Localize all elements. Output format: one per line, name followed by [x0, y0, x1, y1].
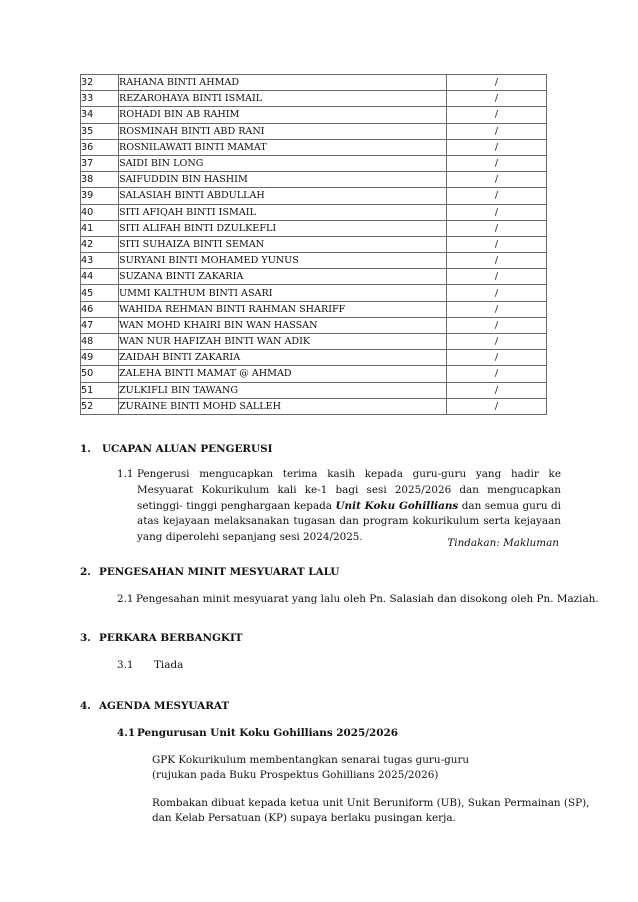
teacher-name: REZAROHAYA BINTI ISMAIL [119, 91, 447, 107]
item-1-1-text-b: dan semua guru di atas kejayaan melaksanakan tugasan dan program kokurikulum serta kejayaan yang diperolehi sepanjang sesi 2024/2025. [137, 499, 561, 544]
teacher-name: WAHIDA REHMAN BINTI RAHMAN SHARIFF [119, 301, 447, 317]
table-row [81, 75, 547, 91]
teacher-name: SITI ALIFAH BINTI DZULKEFLI [119, 220, 447, 236]
action-note: Tindakan: Makluman [447, 537, 559, 549]
attendance-mark: / [447, 107, 547, 123]
teacher-name: ROHADI BIN AB RAHIM [119, 107, 447, 123]
table-row [81, 188, 547, 204]
attendance-mark: / [447, 334, 547, 350]
table-row [81, 334, 547, 350]
attendance-mark: / [447, 382, 547, 398]
table-row [81, 155, 547, 171]
row-number: 48 [81, 334, 119, 350]
section-4-number: 4. [80, 700, 91, 712]
item-1-1-text-a: Pengerusi mengucapkan terima kasih kepada guru-guru yang hadir ke Mesyuarat Kokurikulum kali ke-1 bagi sesi 2025/2026 dan mengucapkan setinggi- tinggi penghargaan kepada [137, 468, 561, 512]
teacher-name: SITI SUHAIZA BINTI SEMAN [119, 236, 447, 252]
teacher-name: UMMI KALTHUM BINTI ASARI [119, 285, 447, 301]
attendance-mark: / [447, 123, 547, 139]
teacher-name: RAHANA BINTI AHMAD [119, 75, 447, 91]
table-row [81, 220, 547, 236]
section-3-number: 3. [80, 632, 91, 644]
row-number: 44 [81, 269, 119, 285]
attendance-mark: / [447, 350, 547, 366]
table-row [81, 107, 547, 123]
subsection-4-1-title: Pengurusan Unit Koku Gohillians 2025/2026 [137, 727, 398, 739]
attendance-mark: / [447, 75, 547, 91]
item-2-1-text: Pengesahan minit mesyuarat yang lalu oleh Pn. Salasiah dan disokong oleh Pn. Maziah. [136, 593, 599, 605]
table-row [81, 204, 547, 220]
table-row [81, 91, 547, 107]
attendance-mark: / [447, 301, 547, 317]
row-number: 36 [81, 139, 119, 155]
attendance-mark: / [447, 317, 547, 333]
unit-name: Unit Koku Gohillians [335, 499, 459, 512]
table-row [81, 139, 547, 155]
row-number: 37 [81, 155, 119, 171]
teacher-name: SURYANI BINTI MOHAMED YUNUS [119, 253, 447, 269]
row-number: 45 [81, 285, 119, 301]
table-row [81, 285, 547, 301]
row-number: 40 [81, 204, 119, 220]
item-3-1-text: Tiada [154, 659, 184, 671]
item-1-1-number: 1.1 [117, 468, 134, 480]
table-row [81, 253, 547, 269]
table-row [81, 350, 547, 366]
row-number: 32 [81, 75, 119, 91]
table-row [81, 172, 547, 188]
table-row [81, 382, 547, 398]
teacher-name: ZALEHA BINTI MAMAT @ AHMAD [119, 366, 447, 382]
agenda-p2-line2: dan Kelab Persatuan (KP) supaya berlaku pusingan kerja. [152, 812, 456, 824]
table-row [81, 366, 547, 382]
row-number: 41 [81, 220, 119, 236]
teacher-name: SALASIAH BINTI ABDULLAH [119, 188, 447, 204]
row-number: 51 [81, 382, 119, 398]
row-number: 42 [81, 236, 119, 252]
table-row [81, 301, 547, 317]
teacher-name: WAN NUR HAFIZAH BINTI WAN ADIK [119, 334, 447, 350]
agenda-p1-line2: (rujukan pada Buku Prospektus Gohillians 2025/2026) [152, 769, 439, 781]
table-row [81, 398, 547, 414]
row-number: 46 [81, 301, 119, 317]
subsection-4-1-number: 4.1 [117, 727, 136, 739]
row-number: 39 [81, 188, 119, 204]
row-number: 52 [81, 398, 119, 414]
section-2-number: 2. [80, 566, 91, 578]
attendance-mark: / [447, 285, 547, 301]
table-row [81, 269, 547, 285]
attendance-mark: / [447, 91, 547, 107]
section-2-title: PENGESAHAN MINIT MESYUARAT LALU [99, 566, 340, 578]
table-row [81, 236, 547, 252]
row-number: 50 [81, 366, 119, 382]
attendance-mark: / [447, 398, 547, 414]
attendance-mark: / [447, 188, 547, 204]
row-number: 43 [81, 253, 119, 269]
attendance-mark: / [447, 236, 547, 252]
teacher-name: ZURAINE BINTI MOHD SALLEH [119, 398, 447, 414]
section-1-title: UCAPAN ALUAN PENGERUSI [102, 443, 273, 455]
attendance-mark: / [447, 204, 547, 220]
teacher-name: SUZANA BINTI ZAKARIA [119, 269, 447, 285]
attendance-mark: / [447, 253, 547, 269]
section-4-title: AGENDA MESYUARAT [99, 700, 230, 712]
table-row [81, 123, 547, 139]
attendance-table [80, 74, 547, 415]
agenda-p1-line1: GPK Kokurikulum membentangkan senarai tugas guru-guru [152, 754, 470, 766]
section-1-number: 1. [80, 443, 91, 455]
attendance-mark: / [447, 269, 547, 285]
table-row [81, 317, 547, 333]
item-1-1-text [137, 467, 561, 546]
attendance-mark: / [447, 220, 547, 236]
teacher-name: ZAIDAH BINTI ZAKARIA [119, 350, 447, 366]
teacher-name: SAIDI BIN LONG [119, 155, 447, 171]
teacher-name: WAN MOHD KHAIRI BIN WAN HASSAN [119, 317, 447, 333]
row-number: 47 [81, 317, 119, 333]
teacher-name: ROSNILAWATI BINTI MAMAT [119, 139, 447, 155]
row-number: 49 [81, 350, 119, 366]
attendance-mark: / [447, 139, 547, 155]
section-3-title: PERKARA BERBANGKIT [99, 632, 243, 644]
teacher-name: ZULKIFLI BIN TAWANG [119, 382, 447, 398]
teacher-name: SAIFUDDIN BIN HASHIM [119, 172, 447, 188]
item-3-1-number: 3.1 [117, 659, 134, 671]
row-number: 34 [81, 107, 119, 123]
attendance-mark: / [447, 155, 547, 171]
row-number: 35 [81, 123, 119, 139]
attendance-mark: / [447, 366, 547, 382]
attendance-mark: / [447, 172, 547, 188]
item-2-1-number: 2.1 [117, 593, 134, 605]
row-number: 38 [81, 172, 119, 188]
row-number: 33 [81, 91, 119, 107]
teacher-name: SITI AFIQAH BINTI ISMAIL [119, 204, 447, 220]
teacher-name: ROSMINAH BINTI ABD RANI [119, 123, 447, 139]
agenda-p2-line1: Rombakan dibuat kepada ketua unit Unit Beruniform (UB), Sukan Permainan (SP), [152, 797, 590, 809]
